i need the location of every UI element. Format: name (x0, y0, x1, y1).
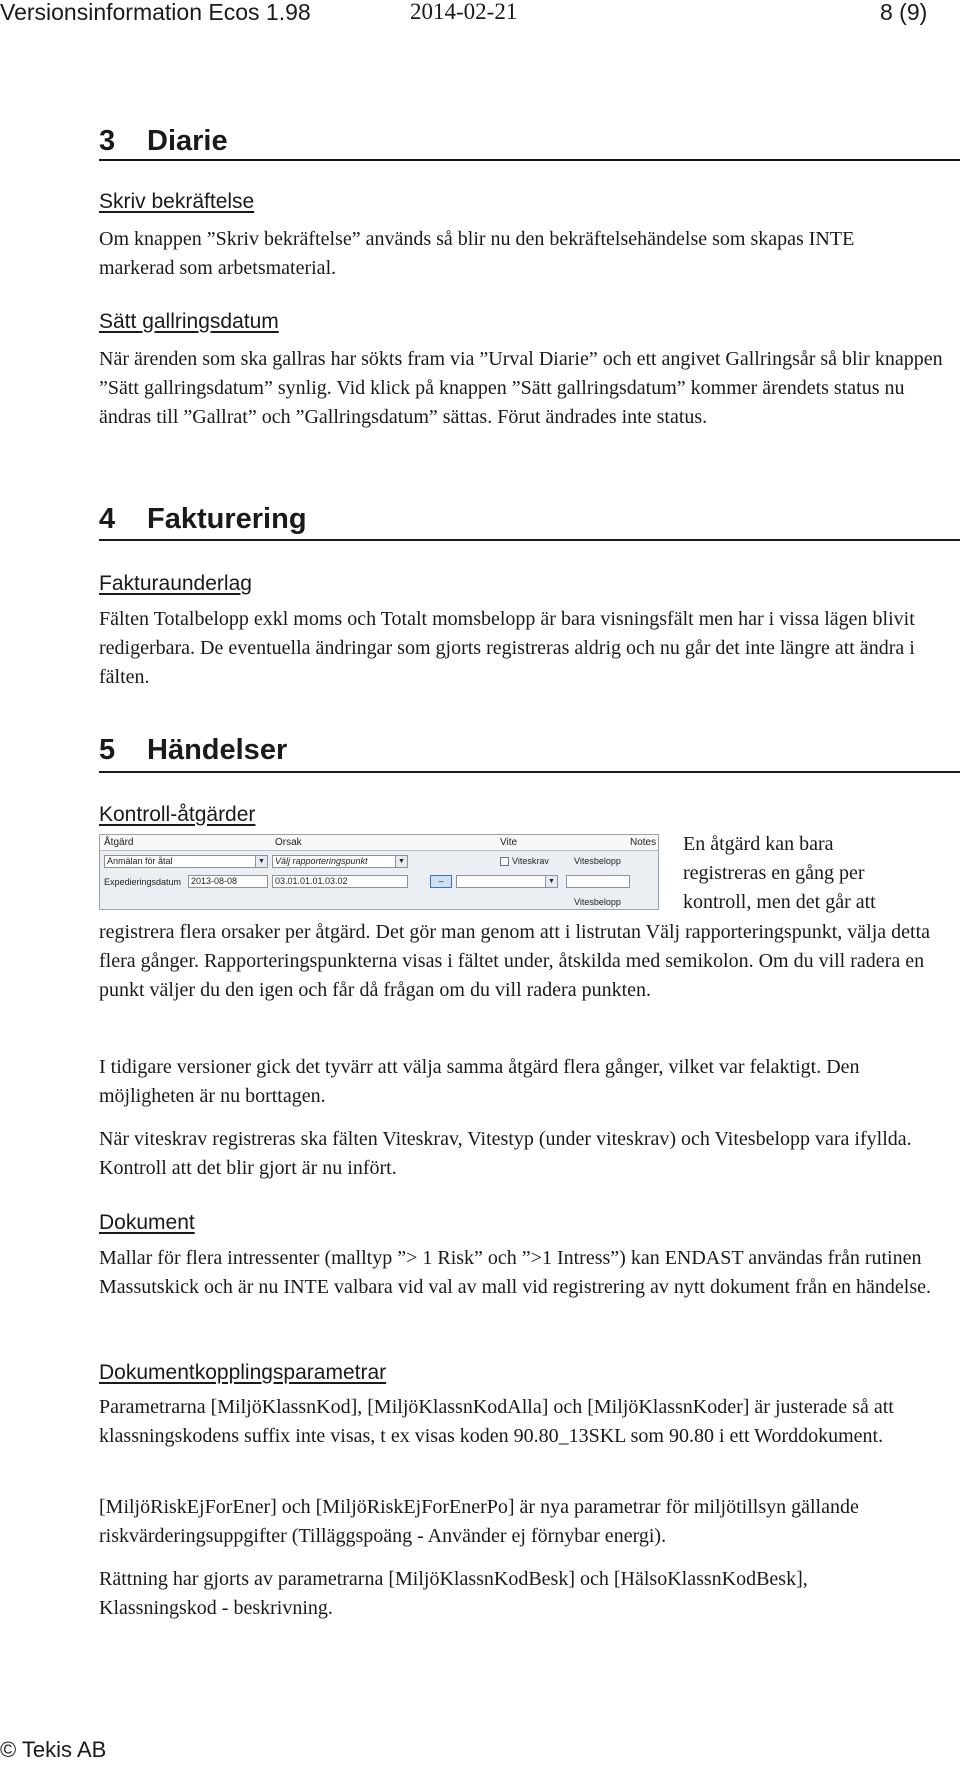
expedieringsdatum-value: 2013-08-08 (191, 876, 238, 886)
heading-rule (99, 539, 960, 541)
viteskrav-label: Viteskrav (512, 856, 549, 866)
header-page-number: 8 (9) (880, 0, 928, 25)
subheading-fakturaunderlag: Fakturaunderlag (99, 572, 252, 595)
rapporteringspunkter-field[interactable] (272, 875, 408, 888)
paragraph-miljorisk-parametrar: [MiljöRiskEjForEner] och [MiljöRiskEjForEnerPo] är nya parametrar för miljötillsyn gällande riskvärderingsuppgifter (Tilläggspoäng - Använder ej förnybar energi). (99, 1496, 859, 1547)
section-number: 5 (99, 734, 116, 766)
paragraph-satt-gallringsdatum: När ärenden som ska gallras har sökts fram via ”Urval Diarie” och ett angivet Gallringsår så blir knappen ”Sätt gallringsdatum” synlig. Vid klick på knappen ”Sätt gallringsdatum” kommer ärendets status nu ändras till ”Gallrat” och ”Gallringsdatum” sättas. Förut ändrades inte status. (99, 348, 943, 428)
rapporteringspunkt-select[interactable] (272, 855, 408, 868)
paragraph-rattning-parametrar: Rättning har gjorts av parametrarna [MiljöKlassnKodBesk] och [HälsoKlassnKodBesk], Klassningskod - beskrivning. (99, 1568, 808, 1619)
remove-point-button[interactable]: – (430, 875, 452, 888)
expedieringsdatum-label: Expedieringsdatum (104, 877, 182, 887)
rapporteringspunkt-placeholder: Välj rapporteringspunkt (275, 856, 368, 866)
column-header-atgard: Åtgärd (104, 837, 134, 848)
chevron-down-icon[interactable]: ▼ (545, 876, 557, 887)
kontroll-side-line-2: registreras en gång per (683, 862, 865, 884)
subheading-kontroll-atgarder: Kontroll-åtgärder (99, 803, 256, 826)
paragraph-klassnkod-parametrar: Parametrarna [MiljöKlassnKod], [MiljöKlassnKodAlla] och [MiljöKlassnKoder] är justerade så att klassningskodens suffix inte visas, t ex visas koden 90.80_13SKL som 90.80 i ett Worddokument. (99, 1396, 894, 1447)
section-number: 4 (99, 503, 116, 535)
section-title: Fakturering (147, 503, 307, 535)
paragraph-kontroll-atgarder: registrera flera orsaker per åtgärd. Det gör man genom att i listrutan Välj rapporteringspunkt, välja detta flera gånger. Rapporteringspunkterna visas i fältet under, åtskilda med semikolon. Om du vill radera en punkt väljer du den igen och får då frågan om du vill radera punkten. (99, 921, 930, 1001)
viteskrav-checkbox[interactable] (500, 857, 509, 866)
chevron-down-icon[interactable]: ▼ (255, 856, 267, 867)
section-number: 3 (99, 125, 116, 157)
section-heading-fakturering (99, 502, 307, 536)
heading-rule (99, 771, 960, 773)
subheading-dokument: Dokument (99, 1211, 195, 1234)
subheading-dokumentkopplingsparametrar: Dokumentkopplingsparametrar (99, 1361, 387, 1384)
paragraph-tidigare-versioner: I tidigare versioner gick det tyvärr att välja samma åtgärd flera gånger, vilket var felaktigt. Den möjligheten är nu borttagen. (99, 1056, 860, 1107)
rapporteringspunkter-value: 03.01.01.01.03.02 (275, 876, 348, 886)
header-date: 2014-02-21 (410, 0, 518, 24)
kontroll-atgarder-screenshot (99, 834, 659, 910)
section-title: Diarie (147, 125, 228, 157)
heading-rule (99, 159, 960, 161)
subheading-skriv-bekraftelse: Skriv bekräftelse (99, 190, 255, 213)
section-heading-diarie (99, 124, 228, 158)
paragraph-fakturaunderlag: Fälten Totalbelopp exkl moms och Totalt momsbelopp är bara visningsfält men har i vissa lägen blivit redigerbara. De eventuella ändringar som gjorts registreras aldrig och nu går det inte längre att ändra i fälten. (99, 608, 915, 688)
vitesbelopp-bottom-label: Vitesbelopp (574, 897, 621, 907)
column-header-vite: Vite (500, 837, 518, 848)
kontroll-side-line-1: En åtgärd kan bara (683, 833, 834, 855)
column-header-orsak: Orsak (275, 837, 302, 848)
kontroll-side-text (683, 830, 953, 917)
expedieringsdatum-field[interactable] (188, 875, 268, 888)
atgard-select-value: Anmälan för åtal (107, 856, 173, 866)
section-title: Händelser (147, 734, 288, 766)
vitesbelopp-field[interactable] (566, 875, 630, 888)
atgard-select[interactable] (104, 855, 268, 868)
footer-copyright: © Tekis AB (0, 1737, 107, 1762)
kontroll-side-line-3: kontroll, men det går att (683, 891, 876, 913)
section-heading-handelser (99, 733, 287, 767)
paragraph-viteskrav: När viteskrav registreras ska fälten Viteskrav, Vitestyp (under viteskrav) och Vitesbelopp vara ifyllda. Kontroll att det blir gjort är nu infört. (99, 1128, 912, 1179)
column-header-notes: Notes (630, 837, 657, 848)
paragraph-dokument: Mallar för flera intressenter (malltyp ”> 1 Risk” och ”>1 Intress”) kan ENDAST användas från rutinen Massutskick och är nu INTE valbara vid val av mall vid registrering av nytt dokument från en händelse. (99, 1247, 931, 1298)
paragraph-skriv-bekraftelse: Om knappen ”Skriv bekräftelse” används så blir nu den bekräftelsehändelse som skapas INTE markerad som arbetsmaterial. (99, 228, 855, 279)
vitesbelopp-label: Vitesbelopp (574, 856, 621, 866)
grid-header-row (100, 835, 658, 851)
subheading-satt-gallringsdatum: Sätt gallringsdatum (99, 310, 279, 333)
header-title: Versionsinformation Ecos 1.98 (0, 0, 311, 25)
chevron-down-icon[interactable]: ▼ (395, 856, 407, 867)
vitestyp-select[interactable] (456, 875, 558, 888)
